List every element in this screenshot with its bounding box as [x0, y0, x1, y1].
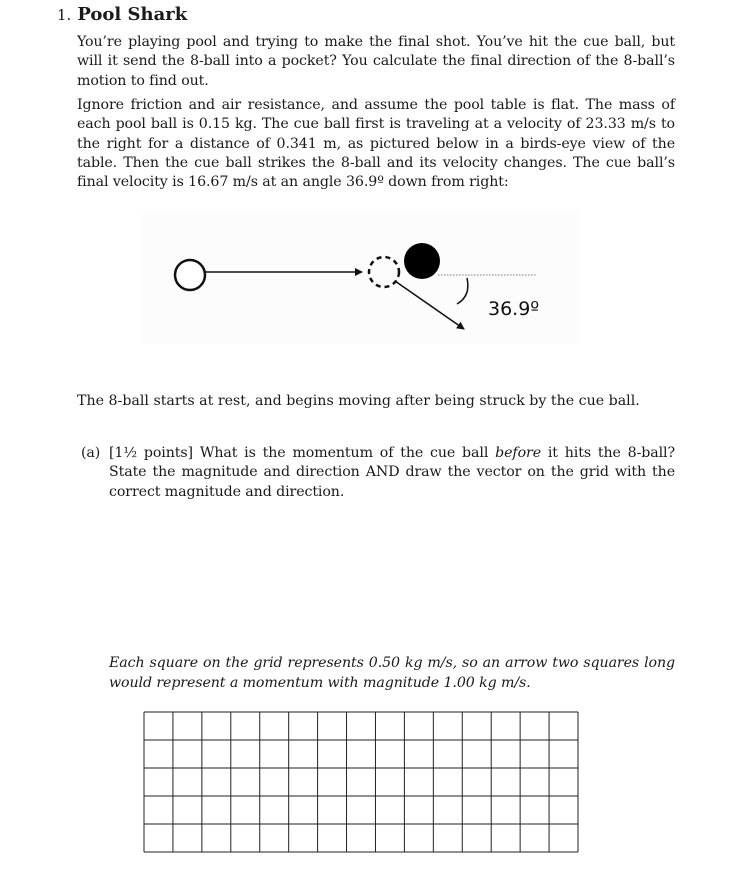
cue-ball-start [175, 260, 205, 290]
collision-diagram [143, 212, 579, 344]
intro-paragraph: You’re playing pool and trying to make the final shot. You’ve hit the cue ball, but will it send the 8-ball into a pocket? You calculate the final direction of the 8-ball’s motion to find out. [77, 34, 675, 89]
setup-paragraph: Ignore friction and air resistance, and assume the pool table is flat. The mass of each pool ball is 0.15 kg. The cue ball first is traveling at a velocity of 23.33 m/s to the right for a distance of 0.341 m, as pictured below in a birds-eye view of the table. Then the cue ball strikes the 8-ball and its velocity changes. The cue ball’s final velocity is 16.67 m/s at an angle 36.9º down from right: [77, 97, 675, 191]
part-a-text-start: [1½ points] What is the momentum of the cue ball [109, 445, 496, 461]
angle-label: 36.9º [488, 298, 540, 320]
part-a-text [109, 444, 675, 502]
diagram-background [143, 212, 579, 344]
eight-ball [404, 243, 440, 279]
part-a-question [81, 444, 675, 502]
part-a-emphasis: before [495, 445, 541, 461]
problem-number: 1. [57, 6, 72, 24]
grid-note: Each square on the grid represents 0.50 kg m/s, so an arrow two squares long would represent a momentum with magnitude 1.00 kg m/s. [109, 655, 675, 691]
part-a-text-end: it hits the 8-ball? State the magnitude and direction AND draw the vector on the grid with the correct magnitude and direction. [109, 445, 676, 500]
problem-title: Pool Shark [77, 4, 188, 25]
problem-heading [57, 4, 187, 26]
momentum-grid[interactable] [143, 711, 579, 853]
rest-statement: The 8-ball starts at rest, and begins moving after being struck by the cue ball. [77, 393, 640, 409]
part-a-label: (a) [81, 445, 101, 461]
